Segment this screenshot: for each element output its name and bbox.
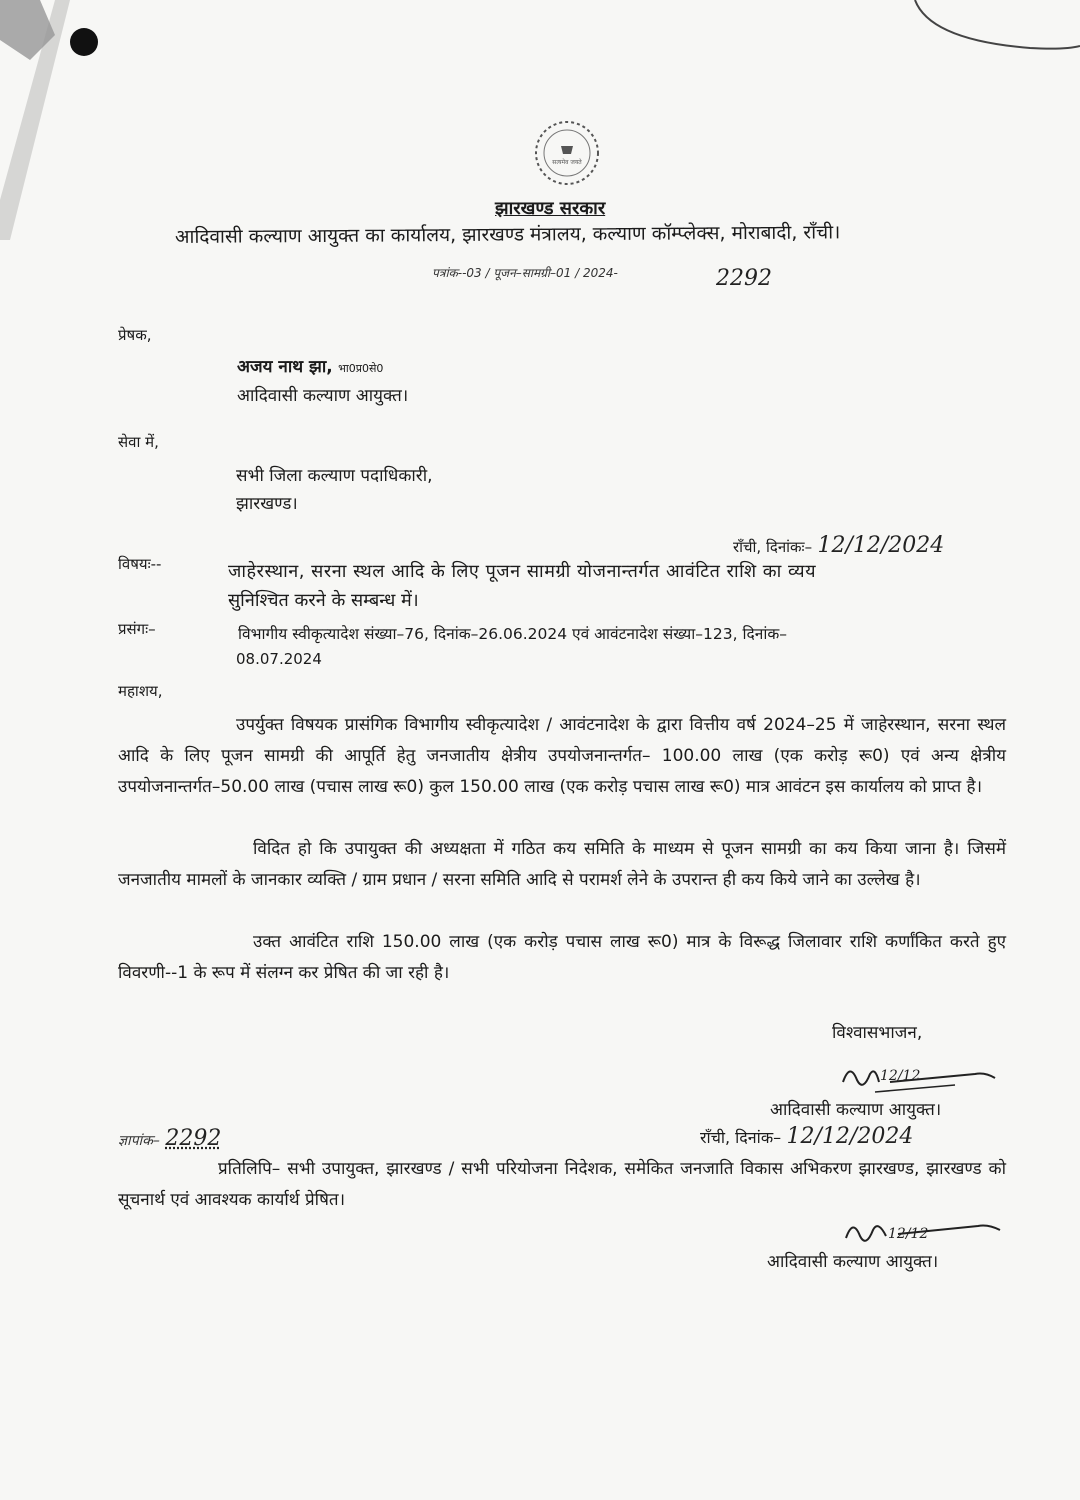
government-heading: झारखण्ड सरकार: [495, 198, 606, 219]
letter-reference: पत्रांक--03 / पूजन–सामग्री–01 / 2024-: [432, 266, 618, 280]
sender-designation: आदिवासी कल्याण आयुक्त।: [237, 386, 409, 406]
body-paragraph-2-text: विदित हो कि उपायुक्त की अध्यक्षता में गठित कय समिति के माध्यम से पूजन सामग्री का कय किया जाना है। जिसमें जनजातीय मामलों के जानकार व्यक्ति / ग्राम प्रधान / सरना समिति आदि से परामर्श लेने के उपरान्त ही कय किये जाने का उल्लेख है।: [118, 839, 1006, 890]
recipient-line1: सभी जिला कल्याण पदाधिकारी,: [236, 466, 433, 486]
signature-2-initials: 12/12: [888, 1226, 929, 1242]
memo-label: ज्ञापांक–: [118, 1133, 160, 1149]
date-handwritten: 12/12/2024: [817, 533, 945, 558]
subject-line1: जाहेरस्थान, सरना स्थल आदि के लिए पूजन सामग्री योजनान्तर्गत आवंटित राशि का व्यय: [228, 561, 817, 582]
copy-designation: आदिवासी कल्याण आयुक्त।: [767, 1252, 939, 1272]
memo-date-handwritten: 12/12/2024: [786, 1124, 914, 1149]
reference-line1: विभागीय स्वीकृत्यादेश संख्या–76, दिनांक–26.06.2024 एवं आवंटनादेश संख्या–123, दिनांक–: [238, 625, 787, 643]
sender-label: प्रेषक,: [118, 326, 152, 344]
body-paragraph-3-text: उक्त आवंटित राशि 150.00 लाख (एक करोड़ पचास लाख रू0) मात्र के विरूद्ध जिलावार राशि कर्णांकित करते हुए विवरणी--1 के रूप में संलग्न कर प्रेषित की जा रही है।: [118, 932, 1006, 983]
memo-number-handwritten: 2292: [165, 1126, 222, 1151]
state-emblem-seal-icon: [530, 116, 604, 190]
date-prefix: राँची, दिनांकः–: [733, 538, 813, 556]
letter-number-handwritten: 2292: [716, 266, 772, 291]
closing-regards: विश्वासभाजन,: [832, 1023, 923, 1043]
subject-line2: सुनिश्चित करने के सम्बन्ध में।: [228, 590, 419, 611]
salutation: महाशय,: [118, 682, 163, 700]
subject-label: विषयः--: [118, 555, 162, 573]
sender-service: भा0प्र0से0: [338, 362, 384, 375]
body-paragraph-2: [118, 834, 1006, 896]
signature-1-initials: 12/12: [880, 1068, 921, 1084]
sender-name: अजय नाथ झा,: [237, 357, 333, 377]
reference-line2: 08.07.2024: [236, 650, 322, 668]
body-paragraph-3: [118, 927, 1006, 989]
corner-stamp-arc-decoration: [900, 0, 1080, 60]
closing-designation: आदिवासी कल्याण आयुक्त।: [770, 1100, 942, 1120]
body-paragraph-1: [118, 710, 1006, 803]
body-paragraph-1-text: उपर्युक्त विषयक प्रासंगिक विभागीय स्वीकृत्यादेश / आवंटनादेश के द्वारा वित्तीय वर्ष 2024–25 में जाहेरस्थान, सरना स्थल आदि के लिए पूजन सामग्री की आपूर्ति हेतु जनजातीय क्षेत्रीय उपयोजनान्तर्गत– 100.00 लाख (एक करोड़ रू0) एवं अन्य क्षेत्रीय उपयोजनान्तर्गत–50.00 लाख (पचास लाख रू0) कुल 150.00 लाख (एक करोड़ पचास लाख रू0) मात्र आवंटन इस कार्यालय को प्राप्त है।: [118, 715, 1006, 797]
copy-paragraph: [118, 1154, 1006, 1216]
copy-text: प्रतिलिपि– सभी उपायुक्त, झारखण्ड / सभी परियोजना निदेशक, समेकित जनजाति विकास अभिकरण झारखण्ड, झारखण्ड को सूचनार्थ एवं आवश्यक कार्यार्थ प्रेषित।: [118, 1159, 1006, 1210]
seal-text: सत्यमेव जयते: [552, 159, 582, 166]
memo-date-prefix: राँची, दिनांक–: [700, 1128, 782, 1147]
recipient-line2: झारखण्ड।: [236, 494, 298, 514]
recipient-label: सेवा में,: [118, 433, 159, 451]
binder-clip-shadow-decoration: [0, 0, 110, 240]
office-heading: आदिवासी कल्याण आयुक्त का कार्यालय, झारखण्ड मंत्रालय, कल्याण कॉम्प्लेक्स, मोराबादी, राँची।: [174, 221, 841, 248]
reference-label: प्रसंगः–: [118, 620, 156, 638]
